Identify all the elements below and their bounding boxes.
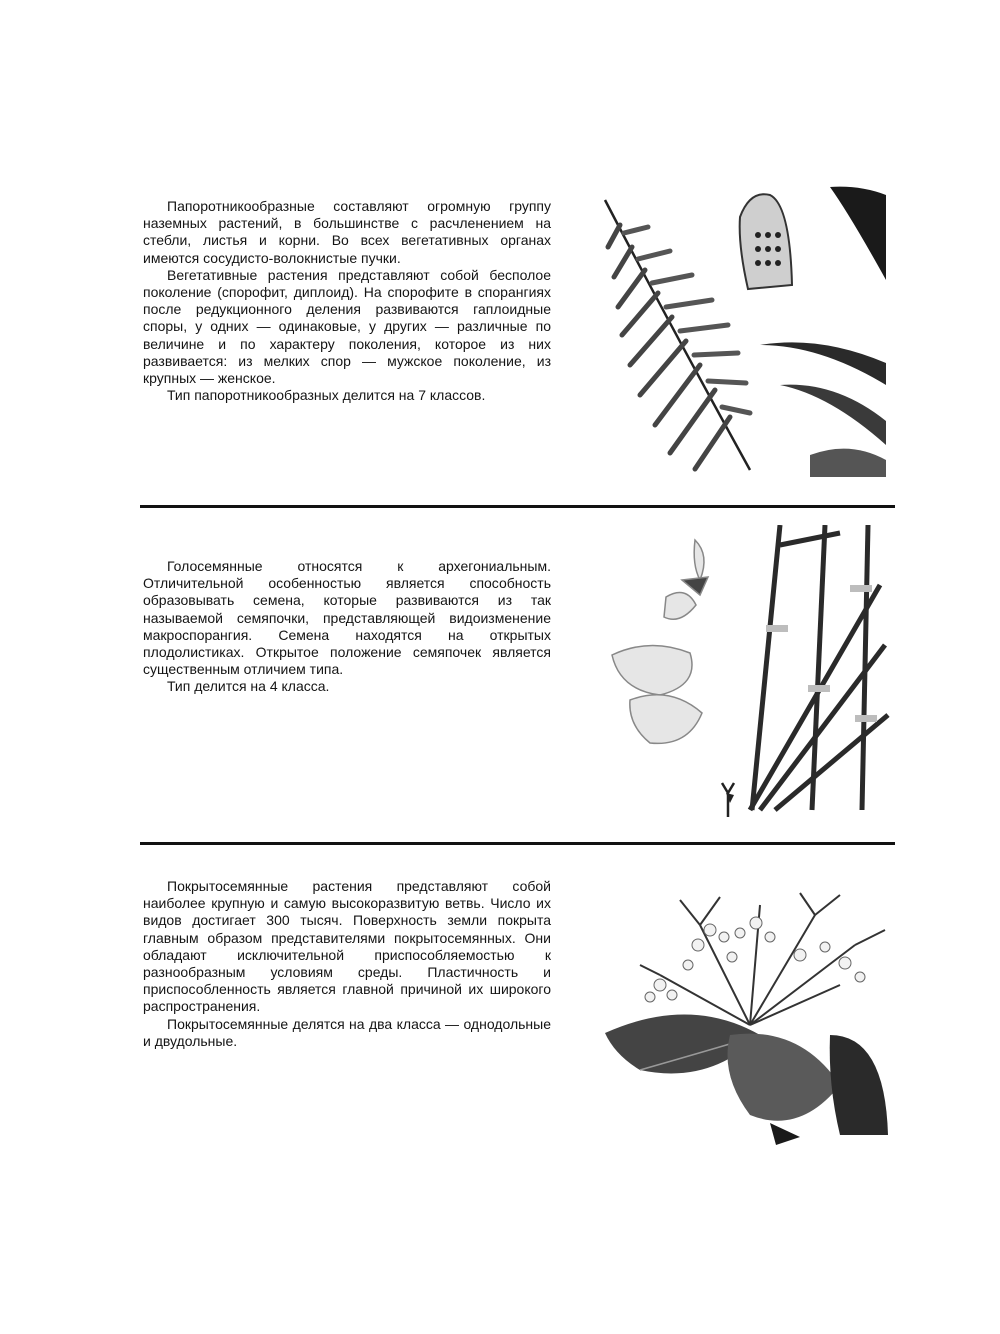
angiosperm-illustration [600,885,890,1147]
ferns-text [143,198,551,404]
gymnosperm-illustration [600,525,890,817]
angiosperms-text [143,878,551,1050]
gymnosperms-text [143,558,551,696]
ferns-paragraph-2: Вегетативные растения представляют собой бесполое поколение (спорофит, диплоид). На спорофите в спорангиях после редукционного деления развиваются гаплоидные споры, у одних — одинаковые, у других — различные по величине и по характеру поколения, которое из них развивается: из мелких спор — мужское поколение, из крупных — женское. [143,266,551,387]
section-divider-2 [140,842,895,845]
ferns-paragraph-1: Папоротникообразные составляют огромную группу наземных растений, в большинстве с расчленением на стебли, листья и корни. Во всех вегетативных органах имеются сосудисто-волокнистые пучки. [143,198,551,266]
ferns-paragraph-3: Тип папоротникообразных делится на 7 классов. [167,387,486,404]
angiosperms-paragraph-1: Покрытосемянные растения представляют собой наиболее крупную и самую высокоразвитую ветвь. Число их видов достигает 300 тысяч. Поверхность земли покрыта главным образом представителями покрытосемянных. Они обладают исключительной приспособляемостью к разнообразным условиям среды. Пластичность и приспособленность является главной причиной их широкого распространения. [143,878,551,1015]
angiosperms-paragraph-2: Покрытосемянные делятся на два класса — однодольные и двудольные. [143,1015,551,1049]
section-divider-1 [140,505,895,508]
fern-illustration [600,185,890,477]
gymnosperms-paragraph-1: Голосемянные относятся к архегониальным. Отличительной особенностью является способность образовывать семена, которые развиваются из так называемой семяпочки, представляющей видоизменение макроспорангия. Семена находятся на открытых плодолистиках. Открытое положение семяпочек является существенным отличием типа. [143,558,551,678]
gymnosperms-paragraph-2: Тип делится на 4 класса. [167,678,330,695]
